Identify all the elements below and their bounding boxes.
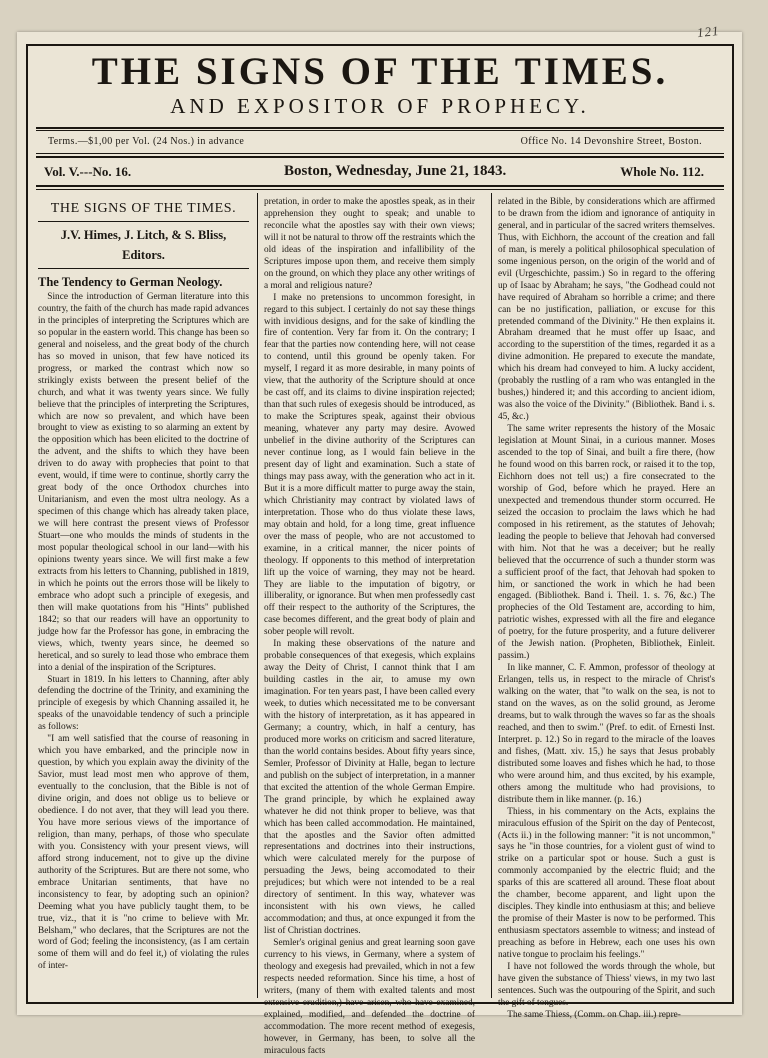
masthead-rule-top <box>36 127 724 129</box>
article-paragraph: The same Thiess, (Comm. on Chap. iii.) repre- <box>507 1009 681 1020</box>
issue-date: Boston, Wednesday, June 21, 1843. <box>284 163 507 179</box>
article-paragraph: "I am well satisfied that the course of reasoning in which you have embarked, and the principle now in question, by which you explain away the divinity of the Savior, must lead most men who approve of them, eventually to the conclusion, that the Bible is not of divine origin, and does not oblige us to believe or obedience. I do not aver, that they will lead you there. You have more serious views of the importance of religion, than many, perhaps, of those who speculate with you. Consistency with your present views, will afford strong inducement, not to give up the divine authority of the Scriptures. But are there not some, who embrace Unitarian sentiments, that have no inconsistency to fear, by adopting such an opinion? Deeming what you have publicly taught them, to be true, viz., that it is "no crime to believe with Mr. Belsham," who declares, that the Scriptures are not the word of God; feeling the inconsistency, (as I am certain some of them will and do feel it,) of violating the rules of inter- <box>38 734 249 972</box>
terms-rule <box>36 153 724 154</box>
column-2 <box>264 197 475 1056</box>
article-paragraph: Stuart in 1819. In his letters to Channing, after ably defending the doctrine of the Trinity, and examining the principle of exegesis by which Channing assailed it, he speaks of the unavoidable tendency of such a principle as follows: <box>38 674 249 733</box>
terms-notice: Terms.—$1,00 per Vol. (24 Nos.) in advance <box>48 136 245 147</box>
dateline-rule-thin <box>36 189 724 190</box>
terms-rule-thick <box>36 156 724 158</box>
article-paragraph: I make no pretensions to uncommon foresight, in regard to this subject. I certainly do not say these things with invidious designs, and for the sake of kindling the fire of contention. Very far from it. On the contrary; I fear that the parties now contending here, will not cease to contend, until this ground be openly taken. For myself, I regard it as more desirable, in many points of view, that the authority of the Scripture should at once be cast off, and its claims to divine inspiration rejected; than that such rules of exegesis should be introduced, as to make the Scriptures speak, against their obvious meaning, whatever any party may desire. Avowed unbelief in the divine authority of the Scriptures can never continue long, as I would fain believe in the present day of light and examination. Such a state of things may pass away, with the generation who act in it. But it is a more difficult matter to purge away the stain, which Christianity may contract by violated laws of interpretation. Those who do thus violate these laws, may obtain and hold, for a long time, great influence over the mass of people, who are not accustomed to examine, in a critical manner, the nicer points of theology. If opponents to this method of interpretation lift up the voice of warning, they may not be heard. They are liable to the imputation of bigotry, or illiberality, or ignorance. But when men professedly cast off their respect to the authority of the Scriptures, the case becomes different, and the great body of plain and sober people will revolt. <box>264 292 475 638</box>
article-paragraph: related in the Bible, by considerations which are affirmed to be drawn from the idiom and ignorance of antiquity in general, and in particular of the sacred writers themselves. Thus, with Eichhorn, the account of the creation and fall of man, is merely a political philosophical speculation of some ingenious person, on the origin of the world and of evil (Urgeschichte, passim.) So in regard to the offering up of Isaac by Abraham; he says, "the Godhead could not have required of Abraham so horrible a crime; and there can be no justification, palliation, or excuse for this pretended command of the Divinity." He then explains it. Abraham dreamed that he must offer up Isaac, and according to the superstition of the times, regarded it as a divine admonition. He prepared to execute the mandate, which his dream had conveyed to him. A lucky accident, (probably the rustling of a ram who was entangled in the bushes,) hindered it; and this according to ancient idiom, was also the voice of the Divinity." (Bibliothek. Band i. s. 45, &c.) <box>498 197 715 423</box>
column-header-title: THE SIGNS OF THE TIMES. <box>50 201 237 216</box>
column-divider-1 <box>257 193 258 998</box>
article-paragraph: The same writer represents the history of the Mosaic legislation at Mount Sinai, in a curious manner. Moses ascended to the top of Sinai, and built a fire there, (how he found wood on this barren rock, or raised it to the top, Eichhorn does not tell us;) a fire consecrated to the worship of God, before which he prayed. Here an unexpected and tremendous thunder storm occurred. He seized the occasion to proclaim the laws which he had composed in his retirement, as the statutes of Jehovah; leading the people to believe that Jehovah had conversed with him. Not that he was a deceiver; but he really believed that the occurrence of such a thunder storm was a sufficient proof of the fact, that Jehovah had spoken to him, or sanctioned the work in which he had been engaged. (Bibliothek. Band i. Theil. 1. s. 76, &c.) The prophecies of the Old Testament are, according to him, patriotic wishes, expressed with all the fire and elegance of poetry, for the future prosperity, and a future deliverer of the Jewish nation. (Propheten, Bibliothek, Einleit. passim.) <box>498 424 715 662</box>
article-paragraph: In making these observations of the nature and probable consequences of that exegesis, which explains away the Deity of Christ, I cannot think that I am building castles in the air, to amuse my own imagination. For ten years past, I have been called every week, to duties which necessitated me to be conversant with the history of interpretation, as it has appeared in Germany; a country, which, in half a century, has produced more works on criticism and sacred literature, than the world contains besides. About fifty years since, Semler, Professor of Divinity at Halle, began to lecture and publish on the subject of interpretation, in a manner that excited the attention of the whole German Empire. The grand principle, by which he explained away whatever he did not think proper to believe, was that which has been called accommodation. He maintained, that the apostles and the Savior often admitted representations and doctrines into their instructions, which were calculated merely for the purpose of persuading the Jews, being accomodated to their prejudices; but which were not intended to be a real directory of sentiment. In this way, whatever was inconsistent with his own views, he called accommodation; and thus, at once expunged it from the list of Christian doctrines. <box>264 639 475 937</box>
article-paragraph: Semler's original genius and great learning soon gave currency to his views, in Germany, where a system of theology and exegesis had prevailed, which in not a few respects needed reformation. Since his time, a host of writers, (many of them with exalted talents and most extensive erudition,) have arisen, who have examined, explained, modified, and defended the doctrine of accommodation. The more recent method of exegesis, however, in Germany, has been, to solve all the miraculous facts <box>264 938 475 1056</box>
article-paragraph: Thiess, in his commentary on the Acts, explains the miraculous effusion of the Spirit on the day of Pentecost, (Acts ii.) in the following manner: "it is not uncommon," says he "in those countries, for a violent gust of wind to strike on a particular spot or house. Such a gust is commonly accompanied by the electric fluid; and the sparks of this are scattered all around. These float about the chamber, become apparent, and light upon the disciples. They kindle into enthusiasm at this; and believe the promise of their Master is now to be performed. This enthusiasm spectators assemble to witness; and instead of preaching as before in Hebrew, each one uses his own native tongue to proclaim his feelings." <box>498 806 715 961</box>
whole-number: Whole No. 112. <box>620 164 704 179</box>
article-paragraph: pretation, in order to make the apostles speak, as in their apprehension they ought to speak; and unable to reconcile what the apostles say with their own views; will it not be natural to throw off the restraints which the old ideas of the inspiration and infallibility of the Scriptures impose upon them, and receive them simply on the ground, on which they place any other writings of a moral and religious nature? <box>264 197 475 291</box>
article-title: The Tendency to German Neology. <box>38 275 223 289</box>
masthead-subtitle: AND EXPOSITOR OF PROPHECY. <box>170 94 590 118</box>
column-header-editors: J.V. Himes, J. Litch, & S. Bliss, Editors. <box>60 228 227 262</box>
article-paragraph: In like manner, C. F. Ammon, professor of theology at Erlangen, tells us, in respect to the miracle of Christ's walking on the water, that "to walk on the sea, is not to stand on the waves, as on the solid ground, as Jerome dreams, but to walk through the waves so far as the shoals reached, and then to swim." (Pref. to edit. of Ernesti Inst. Interpret. p. 12.) So in regard to the miracle of the loaves and fishes, (Matt. xiv. 15,) he says that Jesus probably distributed some loaves and fishes which he had, to those who were around him, and thus excited, by his example, others among the multitude who had provisions, to distribute them in like manner. (p. 16.) <box>498 663 715 805</box>
masthead-title: THE SIGNS OF THE TIMES. <box>91 50 669 93</box>
column-divider-2 <box>491 193 492 998</box>
column-header-rule <box>38 268 249 269</box>
office-address: Office No. 14 Devonshire Street, Boston. <box>520 136 702 147</box>
article-paragraph: I have not followed the words through the whole, but have given the substance of Thiess' views, in my two last sentences. Such was the outpouring of the Spirit, and such the gift of tongues. <box>498 962 715 1008</box>
dateline-rule <box>36 185 724 187</box>
column-header-rule <box>38 221 249 222</box>
page-number: 121 <box>696 22 721 41</box>
article-paragraph: Since the introduction of German literature into this country, the faith of the church has made rapid advances in the principles of interpreting the Scriptures which are so popular in the eastern world. This change has been so general and noiseless, and the great body of the church has so moved in unison, that few have noticed its progress, or marked the contrast which now so strikingly exists between the present belief of the church, and what it was twenty years since. We fully believe that the principles of interpreting the Scriptures, which are now so prevalent, and which have been brought to view as existing to so alarming an extent by the opposition which has been elicited to the doctrine of the advent, and the shifts to which they have been driven to do away with prophecies that point to that event, would, if time were to continue, shortly carry the great body of the once Orthodox churches into Unitarianism, and even the most ultra neology. As a specimen of this change which has already taken place, we will here contrast the present views of Professor Stuart—one who moulds the minds of students in the most popular theological school in our land—with his opinions twenty years since. We will first make a few extracts from his letters to Channing, published in 1819, in which he points out the errors those will be likely to embrace who adopt such a principle of exegesis, and then will make quotations from his "Hints" published 1842; so that our readers will have an opportunity to judge how far the Professor has gone, in embracing the views, which, twenty years since, he deemed so heretical, and so surely to lead those who embrace them into a denial of the inspiration of the Scriptures. <box>38 292 249 673</box>
masthead-rule-bottom <box>36 130 724 131</box>
column-1 <box>38 200 249 994</box>
column-3 <box>498 197 715 1020</box>
volume-number: Vol. V.---No. 16. <box>44 164 132 179</box>
